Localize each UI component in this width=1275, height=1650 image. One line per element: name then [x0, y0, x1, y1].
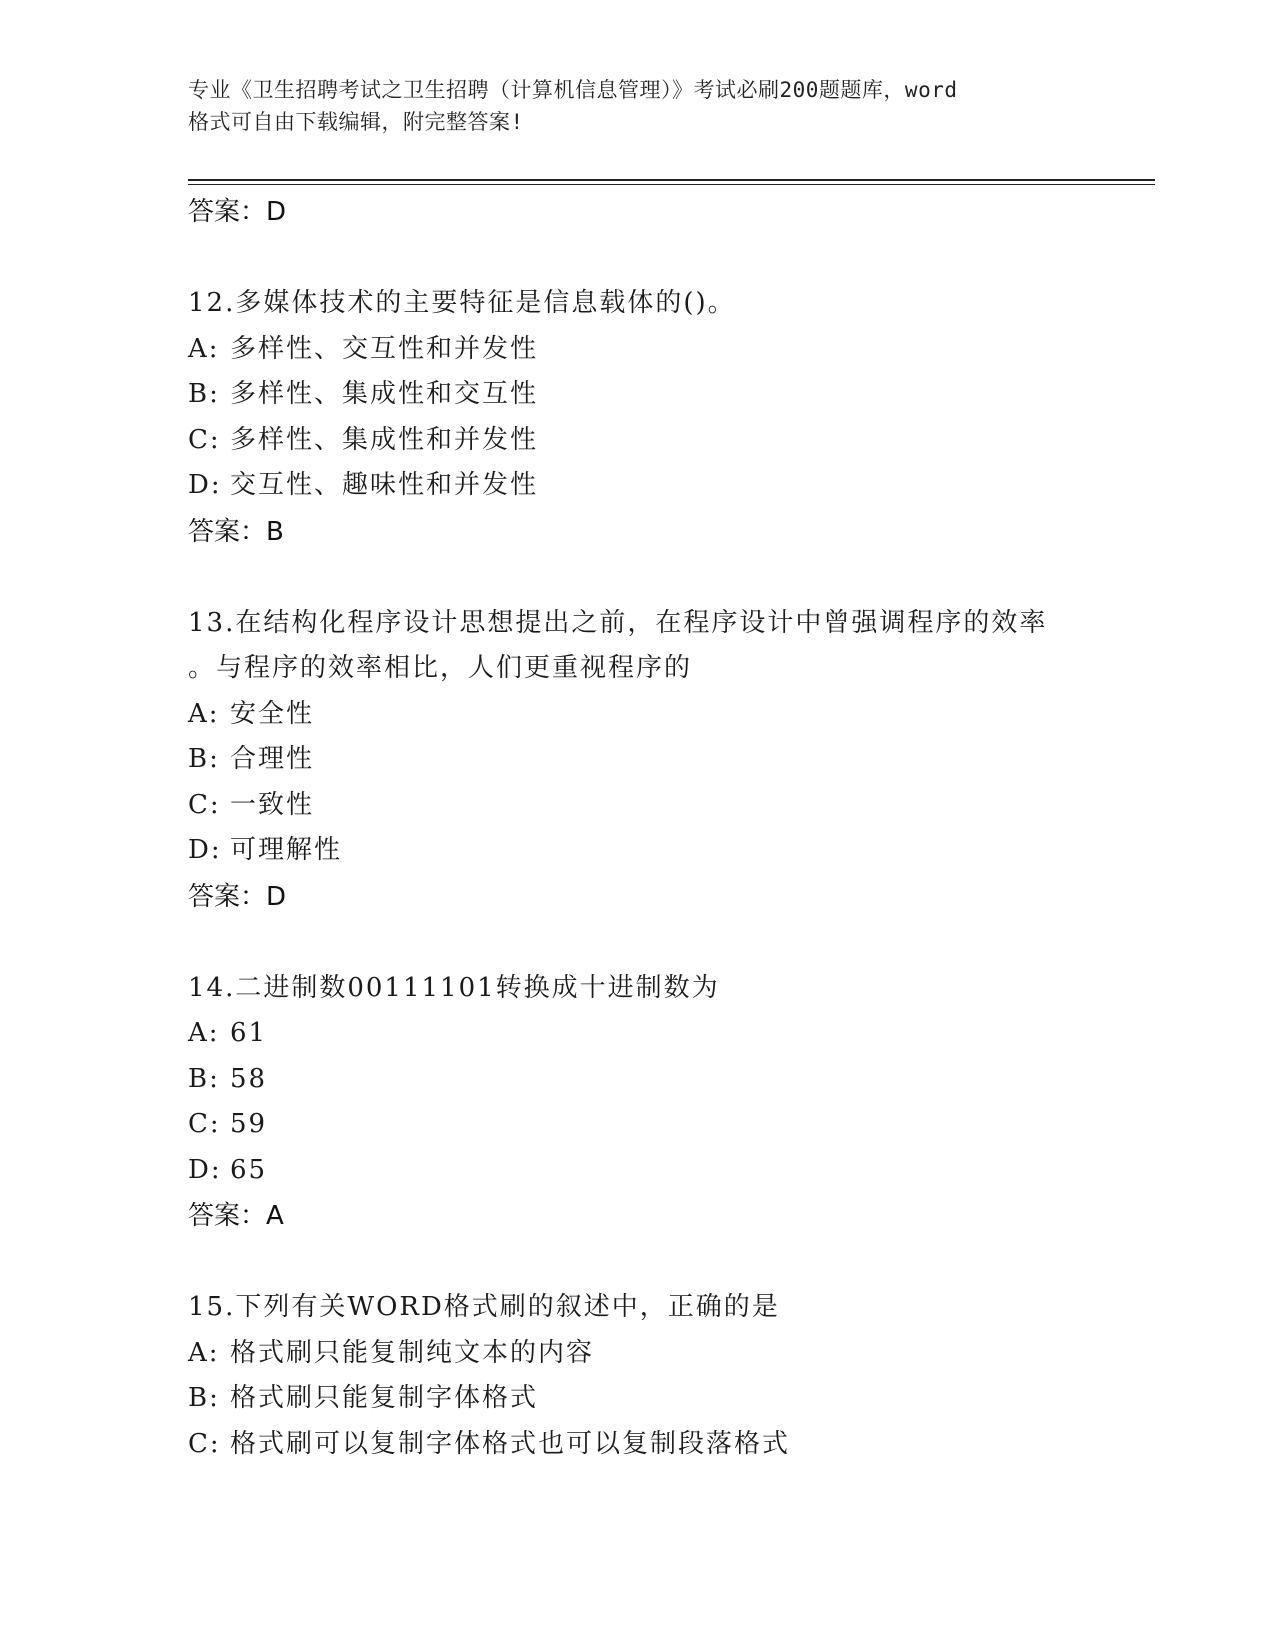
header-line-2: 格式可自由下载编辑，附完整答案!	[188, 110, 524, 134]
option-line	[188, 1376, 1128, 1422]
answer-line: 答案：B	[188, 516, 284, 547]
question-block	[188, 1285, 1128, 1467]
option-key: C:	[188, 1428, 221, 1459]
question-stem: 12.多媒体技术的主要特征是信息载体的()。	[188, 288, 736, 318]
option-key: D:	[188, 1154, 222, 1185]
option-line	[188, 1057, 1128, 1103]
option-key: A:	[188, 698, 220, 729]
question-block	[188, 966, 1128, 1240]
spacer	[188, 1239, 1128, 1285]
option-key: D:	[188, 470, 222, 500]
question-stem-continued: 。与程序的效率相比，人们更重视程序的	[188, 653, 693, 683]
option-line	[188, 1102, 1128, 1148]
option-line	[188, 1331, 1128, 1377]
option-key: C:	[188, 1109, 221, 1139]
option-key: C:	[188, 789, 221, 820]
option-line	[188, 692, 1128, 738]
option-text: 多样性、交互性和并发性	[230, 333, 539, 364]
option-line	[188, 327, 1128, 373]
question-block	[188, 281, 1128, 555]
option-text: 可理解性	[230, 835, 343, 865]
option-text: 多样性、集成性和交互性	[230, 379, 539, 409]
question-stem: 15.下列有关WORD格式刷的叙述中，正确的是	[188, 1292, 780, 1322]
question-stem: 13.在结构化程序设计思想提出之前，在程序设计中曾强调程序的效率	[188, 607, 1048, 638]
option-line	[188, 372, 1128, 418]
question-list	[188, 189, 1128, 1467]
question-block	[188, 601, 1128, 920]
option-text: 安全性	[230, 698, 315, 729]
option-key: A:	[188, 1018, 220, 1048]
spacer	[188, 235, 1128, 281]
option-line	[188, 1011, 1128, 1057]
option-line	[188, 737, 1128, 783]
option-line	[188, 1422, 1128, 1468]
option-text: 格式刷只能复制纯文本的内容	[230, 1337, 595, 1368]
option-key: B:	[188, 1063, 220, 1094]
spacer	[188, 920, 1128, 966]
header-rule-thin	[188, 184, 1155, 185]
option-text: 格式刷可以复制字体格式也可以复制段落格式	[230, 1428, 791, 1459]
option-line	[188, 463, 1128, 509]
option-text: 65	[230, 1154, 268, 1185]
option-text: 格式刷只能复制字体格式	[230, 1383, 539, 1413]
option-line	[188, 1148, 1128, 1194]
option-key: B:	[188, 1383, 220, 1413]
option-text: 多样性、集成性和并发性	[230, 424, 539, 455]
answer-line: 答案：A	[188, 1201, 284, 1231]
option-text: 61	[230, 1018, 268, 1048]
option-key: D:	[188, 835, 222, 865]
option-line	[188, 783, 1128, 829]
option-text: 58	[230, 1063, 268, 1094]
option-key: B:	[188, 744, 220, 774]
answer-line: 答案：D	[188, 881, 287, 912]
option-text: 合理性	[230, 744, 315, 774]
option-key: C:	[188, 424, 221, 455]
spacer	[188, 555, 1128, 601]
previous-answer: 答案：D	[188, 197, 287, 227]
question-stem: 14.二进制数00111101转换成十进制数为	[188, 972, 720, 1003]
option-key: A:	[188, 1337, 220, 1368]
option-text: 一致性	[230, 789, 315, 820]
option-line	[188, 828, 1128, 874]
option-key: A:	[188, 333, 220, 364]
option-line	[188, 418, 1128, 464]
option-text: 59	[230, 1109, 268, 1139]
document-header	[188, 74, 1088, 138]
option-text: 交互性、趣味性和并发性	[230, 470, 539, 500]
header-line-1: 专业《卫生招聘考试之卫生招聘（计算机信息管理）》考试必刷200题题库，word	[188, 78, 958, 102]
header-rule-thick	[188, 179, 1155, 181]
option-key: B:	[188, 379, 220, 409]
